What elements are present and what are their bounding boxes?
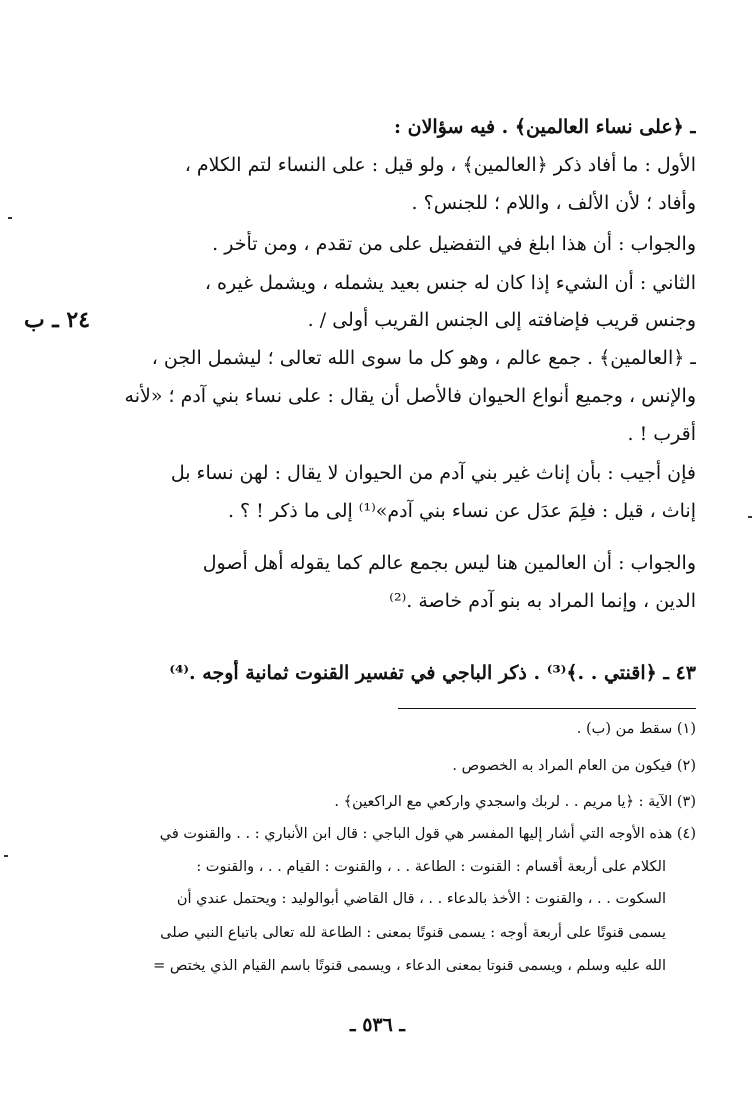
page-number: ـ ٥٣٦ ـ: [350, 1014, 405, 1036]
footnote-4-line-4: يسمى قنوتًا على أربعة أوجه : يسمى قنوتًا بمعنى : الطاعة لله تعالى باتباع النبي صلى: [160, 925, 666, 941]
body-line-11: إناث ، قيل : فلِمَ عدَل عن نساء بني آدم»⁽¹⁾ إلى ما ذكر ! ؟ .: [227, 500, 696, 522]
scan-mark: [4, 855, 8, 857]
body-line-10: فإن أُجيب : بأن إناث غير بني آدم من الحيوان لا يقال : لهن نساء بل: [170, 462, 696, 484]
manuscript-folio-marker: ٢٤ ـ ب: [23, 307, 91, 333]
section-heading-43: ٤٣ ـ ﴿اقنتي . .﴾⁽³⁾ . ذكر الباجي في تفسير القنوت ثمانية أوجه .⁽⁴⁾: [169, 662, 696, 684]
body-line-12: والجواب : أن العالمين هنا ليس بجمع عالم كما يقوله أهل أصول: [202, 552, 696, 574]
body-line-4: والجواب : أن هذا ابلغ في التفضيل على من تقدم ، ومن تأخر .: [212, 233, 696, 255]
footnote-1: (١) سقط من (ب) .: [576, 721, 696, 737]
footnote-2: (٢) فيكون من العام المراد به الخصوص .: [452, 758, 696, 774]
footnote-separator: [398, 708, 696, 709]
body-line-5: الثاني : أن الشيء إذا كان له جنس بعيد يشمله ، ويشمل غيره ،: [204, 272, 696, 294]
body-line-6: وجنس قريب فإضافته إلى الجنس القريب أولى / .: [307, 309, 696, 331]
footnote-4-line-5: الله عليه وسلم ، ويسمى قنوتا بمعنى الدعاء ، ويسمى قنوتًا باسم القيام الذي يختص =: [153, 958, 666, 974]
scan-mark: [8, 217, 12, 219]
footnote-4-line-3: السكوت . . ، والقنوت : الأخذ بالدعاء . . ، قال القاضي أبوالوليد : ويحتمل عندي أن: [176, 891, 666, 907]
footnote-4-line-1: (٤) هذه الأوجه التي أشار إليها المفسر هي قول الباجي : قال ابن الأنباري : . . والقنوت في: [159, 826, 696, 842]
body-line-7: ـ ﴿العالمين﴾ . جمع عالم ، وهو كل ما سوى الله تعالى ؛ ليشمل الجن ،: [151, 347, 696, 369]
body-line-9: أقرب ! .: [627, 423, 696, 445]
footnote-3: (٣) الآية : ﴿يا مريم . . لربك واسجدي واركعي مع الراكعين﴾ .: [334, 794, 696, 810]
body-line-1: ـ ﴿على نساء العالمين﴾ . فيه سؤالان :: [394, 116, 696, 138]
body-line-2: الأول : ما أفاد ذكر ﴿العالمين﴾ ، ولو قيل : على النساء لتم الكلام ،: [184, 154, 696, 176]
footnote-4-line-2: الكلام على أربعة أقسام : القنوت : الطاعة . . ، والقنوت : القيام . . ، والقنوت :: [196, 859, 666, 875]
body-line-13: الدين ، وإنما المراد به بنو آدم خاصة .⁽²⁾: [389, 590, 696, 612]
body-line-3: وأفاد ؛ لأن الألف ، واللام ؛ للجنس؟ .: [411, 192, 696, 214]
body-line-8: والإنس ، وجميع أنواع الحيوان فالأصل أن يقال : على نساء بني آدم ؛ «لأنه: [124, 385, 696, 407]
scan-mark: [748, 516, 752, 518]
